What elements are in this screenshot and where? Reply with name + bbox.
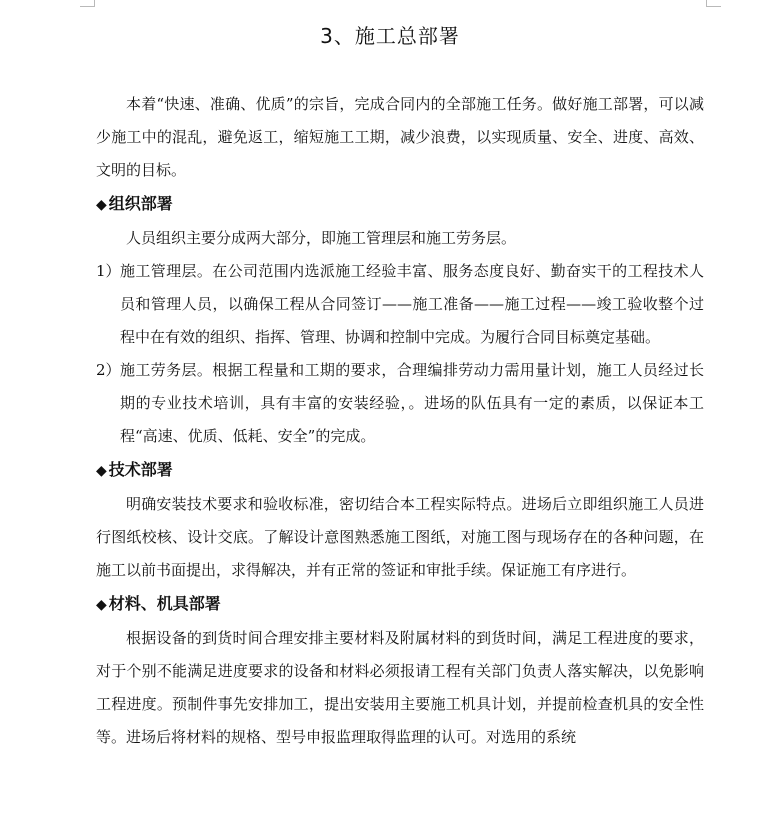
diamond-bullet-icon: ◆ <box>96 197 107 213</box>
section-heading-org <box>96 187 704 222</box>
diamond-bullet-icon: ◆ <box>96 463 107 479</box>
list-item-number: 1） <box>96 262 121 280</box>
intro-paragraph: 本着“快速、准确、优质”的宗旨，完成合同内的全部施工任务。做好施工部署，可以减少施工中的混乱，避免返工，缩短施工工期，减少浪费，以实现质量、安全、进度、高效、文明的目标。 <box>96 95 704 179</box>
section-heading-tech <box>96 453 704 488</box>
list-item <box>96 255 704 354</box>
list-item <box>96 354 704 453</box>
page-corner-mark-left <box>80 0 95 7</box>
page-corner-mark-right <box>706 0 721 7</box>
tech-paragraph: 明确安装技术要求和验收标准，密切结合本工程实际特点。进场后立即组织施工人员进行图纸校核、设计交底。了解设计意图熟悉施工图纸，对施工图与现场存在的各种问题，在施工以前书面提出，求得解决，并有正常的签证和审批手续。保证施工有序进行。 <box>96 495 704 579</box>
diamond-bullet-icon: ◆ <box>96 597 107 613</box>
section-heading-text: 材料、机具部署 <box>108 594 221 613</box>
section-heading-text: 技术部署 <box>108 460 173 479</box>
list-item-number: 2） <box>96 361 121 379</box>
org-lead-paragraph: 人员组织主要分成两大部分，即施工管理层和施工劳务层。 <box>126 229 517 247</box>
list-item-text: 施工劳务层。根据工程量和工期的要求，合理编排劳动力需用量计划，施工人员经过长期的专业技术培训，具有丰富的安装经验，。进场的队伍具有一定的素质，以保证本工程“高速、优质、低耗、安全”的完成。 <box>120 361 704 445</box>
document-body <box>96 88 704 754</box>
material-paragraph: 根据设备的到货时间合理安排主要材料及附属材料的到货时间，满足工程进度的要求，对于个别不能满足进度要求的设备和材料必须报请工程有关部门负责人落实解决，以免影响工程进度。预制件事先安排加工，提出安装用主要施工机具计划，并提前检查机具的安全性等。进场后将材料的规格、型号申报监理取得监理的认可。对选用的系统 <box>96 629 704 746</box>
list-item-text: 施工管理层。在公司范围内选派施工经验丰富、服务态度良好、勤奋实干的工程技术人员和管理人员，以确保工程从合同签订——施工准备——施工过程——竣工验收整个过程中在有效的组织、指挥、管理、协调和控制中完成。为履行合同目标奠定基础。 <box>120 262 704 346</box>
section-heading-material <box>96 587 704 622</box>
section-heading-text: 组织部署 <box>108 194 173 213</box>
page-title: 3、施工总部署 <box>320 24 460 48</box>
